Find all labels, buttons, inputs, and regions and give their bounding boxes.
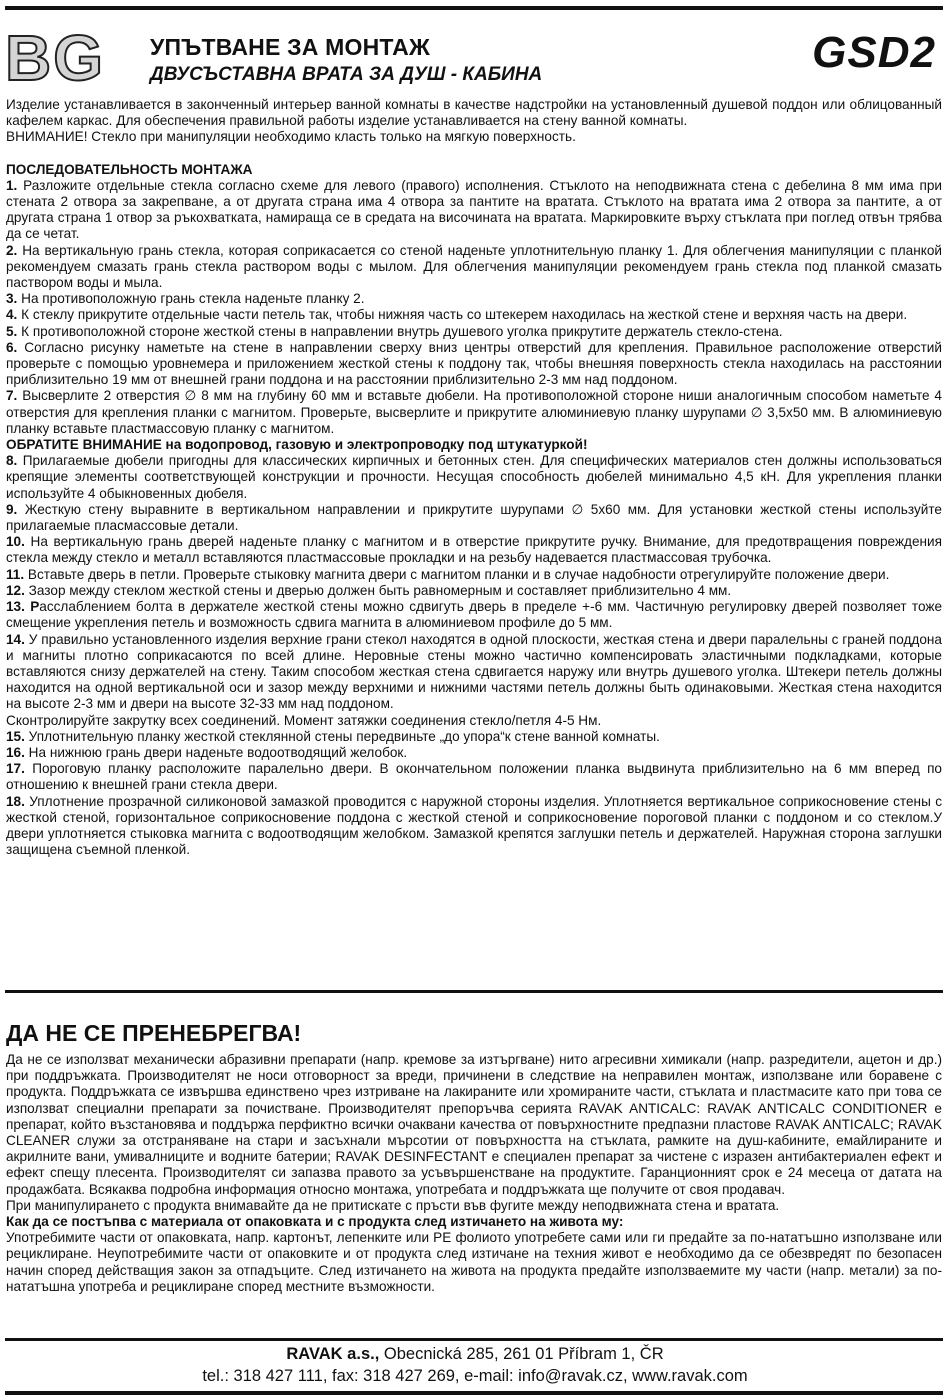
step-text: К стеклу прикрутите отдельные части петель так, чтобы нижняя часть со штекерем находилась на жесткой стене и верхняя часть на двери. [17, 307, 908, 323]
footer-company-line [0, 1345, 950, 1364]
step-number: 17. [6, 761, 25, 777]
step-text: Уплотнительную планку жесткой стеклянной стены передвиньте „до упора“к стене ванной комнаты. [24, 728, 660, 744]
step-text: Прилагаемые дюбели пригодны для классических кирпичных и бетонных стен. Для специфических материалов стен должны использоваться крепящие элементы соответствующей конструкции и прочности. Несущая способность дюбелей минимально 4,5 кН. Для укрепления планки используйте 4 обыкновенных дюбеля. [6, 453, 942, 501]
page-title: УПЪТВАНЕ ЗА МОНТАЖ [150, 34, 430, 60]
step-number: 12. [6, 582, 25, 598]
step-item [6, 243, 942, 292]
step-number: 2. [6, 242, 18, 258]
step-number: 11. [6, 566, 25, 582]
footer-contacts: tel.: 318 427 111, fax: 318 427 269, e-mail: info@ravak.cz, www.ravak.com [202, 1367, 748, 1385]
step-text: На вертикальную грань стекла, которая соприкасается со стеной наденьте уплотнительную планку 1. Для облегчения манипуляции с планкой рекомендуем смазать грань стекла раствором воды с мылом. Для облегчения манипуляции рекомендуем грань стекла под планкой смазать паствором воды и мыла. [6, 242, 942, 291]
step-number: 3. [6, 291, 18, 307]
step-item [6, 567, 942, 583]
notice-heading: ДА НЕ СЕ ПРЕНЕБРЕГВА! [6, 1020, 302, 1046]
step-text: Пороговую планку расположите паралельно двери. В окончательном положении планка выдвинута приблизительно на 6 мм вперед по отношению к внешней грани стекла двери. [6, 761, 942, 793]
step-item [6, 794, 942, 859]
notice-paragraph: Да не се използват механически абразивни препарати (напр. кремове за изтъргване) нито агресивни химикали (напр. разредители, ацетон и др.) при поддръжката. Производителят не носи отговорност за вреди, причинени в следствие на неправилен монтаж, използване или боравене с продукта. Поддръжката се извършва единствено чрез изтриване на лакираните или хромираните части, стъклата и пластмасите като при това се използват специални препарати за почистване. Производителят препоръчва серията RAVAK ANTICALC: RAVAK ANTICALC CONDITIONER е препарат, който възстановява и поддържа перфиктно всички очаквани качества от повърхностните предпазни пластове RAVAK ANTICALC; RAVAK CLEANER служи за отстраняване на стари и засъхнали мърсотии от повърхността на стъклата, рамките на душ-кабините, емайлираните и акрилните вани, умивалниците и водните батерии; RAVAK DESINFECTANT е специален препарат за чистене с изразен антибактериален ефект и ефект спещу плесента. Производителят си запазва правото за усъвършенстване на продуктите. Гаранционният срок е 24 месеца от датата на продажбата. Всякаква подробна информация относно монтажа, употребата и поддръжката ще получите от своя продавач. [6, 1052, 942, 1197]
notice-paragraph-3: Употребимите части от опаковката, напр. картонът, лепенките или PE фолиото употребете сами или ги предайте за по-нататъшно използване или рециклиране. Неупотребимите части от опаковките и от продукта след изтичане на техния живот е необходимо да се обезвредят по безопасен начин според действащия закон за отпадъците. След изтичането на живота на продукта предайте използваемите му части (напр. метали) за по-нататъшна употреба и рециклиране според местните възможности. [6, 1230, 942, 1294]
step-text: ОБРАТИТЕ ВНИМАНИЕ на водопровод, газовую и электропроводку под штукатуркой! [6, 437, 588, 453]
step-text: На вертикальную грань дверей наденьте планку с магнитом и в отверстие прикрутите ручку. Внимание, для предотвращения повреждения стекла между стекло и металл вставляются пластмассовые прокладки и на резьбу надевается пластмассовая трубочка. [6, 534, 942, 566]
step-item [6, 437, 942, 453]
footer-address: Obecnická 285, 261 01 Příbram 1, ČR [379, 1345, 664, 1363]
step-text: К противоположной стороне жесткой стены в направлении внутрь душевого уголка прикрутите держатель стекло-стена. [17, 323, 783, 339]
step-number: 8. [6, 453, 18, 469]
step-number: 7. [6, 388, 18, 404]
step-item [6, 534, 942, 566]
step-item [6, 340, 942, 389]
step-number: 14. [6, 631, 25, 647]
top-rule [5, 6, 943, 10]
step-item [6, 291, 942, 307]
step-item [6, 745, 942, 761]
step-item [6, 453, 942, 502]
step-item [6, 388, 942, 437]
steps-list [6, 178, 942, 859]
step-item [6, 761, 942, 793]
page-subtitle: ДВУСЪСТАВНА ВРАТА ЗА ДУШ - КАБИНА [150, 64, 543, 85]
step-item [6, 632, 942, 713]
instructions-text [6, 97, 942, 858]
language-code: BG [5, 30, 105, 86]
step-text: асслаблением болта в держателе жесткой стены можно сдвигуть дверь в пределе +-6 мм. Частичную регулировку дверей позволяет тоже смещение укрепления петель и возможность сдвига магнита в алюминиевом профиле до 5 мм. [6, 599, 943, 631]
step-item [6, 502, 942, 534]
notice-paragraph-2: При манипулирането с продукта внимавайте да не притискате с пръсти във фугите между неподвижната стена и вратата. [6, 1197, 780, 1213]
model-code: GSD2 [812, 28, 936, 77]
step-text: Уплотнение прозрачной силиконовой замазкой проводится с наружной стороны изделия. Уплотняется вертикальное соприкосновение стены с жесткой стеной, горизонтальное соприкосновение поддона с жесткой стеной и соприкосновение пороговой планки с поддоном и со стеклом.У двери уплотняется стыковка магнита с водоотводящим желобком. Замазкой крепятся заглушки петель и держателей. Наружная сторона заглушки защищена съемной пленкой. [6, 793, 942, 858]
step-item [6, 178, 942, 243]
footer-rule [5, 1338, 943, 1341]
step-number: 9. [6, 501, 18, 517]
sequence-heading: ПОСЛЕДОВАТЕЛЬНОСТЬ МОНТАЖА [6, 161, 253, 177]
step-text: Разложите отдельные стекла согласно схеме для левого (правого) исполнения. Стъклото на неподвижната стена с дебелина 8 мм има при стената 2 отвора за закрепване, а от другата страна има 4 отвора за пантите на вратата. Стъклото на вратата има 2 отвора за пантите, а от другата страна 1 отвор за ръкохватката, намираща се в средата на височината на вратата. Маркировките върху стъклата при поглед отвън трябва да се четат. [6, 177, 942, 242]
step-number: 1. [6, 177, 18, 193]
step-number: 15. [6, 728, 25, 744]
notice-text [6, 1052, 942, 1295]
step-item [6, 713, 942, 729]
footer-company: RAVAK a.s., [286, 1345, 380, 1363]
step-text: Зазор между стеклом жесткой стены и дверью должен быть равномерным и составляет приблизительно 4 мм. [24, 582, 732, 598]
step-item [6, 307, 942, 323]
intro-warning: ВНИМАНИЕ! Стекло при манипуляции необходимо класть только на мягкую поверхность. [6, 129, 576, 145]
step-number: 16. [6, 744, 25, 760]
step-number: 18. [6, 793, 25, 809]
step-text: Жесткую стену выравните в вертикальном направлении и прикрутите шурупами ∅ 5x60 мм. Для установки жесткой стены используйте прилагаемые пласмассовые детали. [6, 501, 942, 534]
step-text: Сконтролируйте закрутку всех соединений. Момент затяжки соединения стекло/петля 4-5 Нм. [6, 712, 602, 728]
step-text: На нижнюю грань двери наденьте водоотводящий желобок. [24, 744, 408, 760]
step-item [6, 583, 942, 599]
step-text: На противоположную грань стекла наденьте планку 2. [17, 291, 365, 307]
step-number: 6. [6, 339, 18, 355]
middle-rule [5, 990, 943, 993]
step-text: Согласно рисунку наметьте на стене в направлении сверху вниз центры отверстий для крепления. Правильное расположение отверстий проверьте с помощью уровнемера и приложением жесткой стены к поддону так, чтобы внешняя поверхность стекла находилась на расстоянии приблизительно 19 мм от внешней грани поддона и на расстоянии приблизительно 2-3 мм над поддоном. [6, 339, 942, 388]
step-text: Высверлите 2 отверстия ∅ 8 мм на глубину 60 мм и вставьте дюбели. На противоположной стороне ниши аналогичным способом наметьте 4 отверстия для крепления планки с магнитом. Проверьте, высверлите и прикрутите алюминиевую планку шурупами ∅ 3,5x50 мм. В алюминиевую планку вставьте пластмассовую планку с магнитом. [6, 388, 942, 436]
step-number: 10. [6, 534, 25, 550]
bottom-rule [5, 1391, 943, 1395]
step-number: 4. [6, 307, 18, 323]
step-item [6, 599, 942, 631]
step-item [6, 729, 942, 745]
step-text: У правильно установленного изделия верхние грани стекол находятся в одной плоскости, жесткая стена и двери паралельны с граней поддона и магниты плотно соприкасаются по всей длине. Неровные стены можно частично компенсировать эластичными подкладками, которые вставляются снизу держателей на стену. Таким способом жесткая стена сдвигается наружу или внутрь душевого уголка. Штекери петель должны находится на одной вертикальной оси и зазор между верхними и нижними частями петель должны быть одинаковыми. Жесткая стена находится на высоте 2-3 мм и двери на высоте 32-33 мм над поддоном. [6, 631, 942, 712]
step-item [6, 324, 942, 340]
language-code-logo [5, 30, 105, 86]
step-text: Вставьте дверь в петли. Проверьте стыковку магнита двери с магнитом планки и в случае надобности отрегулируйте положение двери. [24, 566, 890, 582]
step-number: 13. Р [6, 599, 40, 615]
notice-subheading: Как да се постъпва с материала от опаковката и с продукта след изтичането на живота му: [6, 1214, 624, 1230]
intro-paragraph: Изделие устанавливается в законченный интерьер ванной комнаты в качестве надстройки на установленный душевой поддон или облицованный кафелем каркас. Для обеспечения правильной работы изделие устанавливается на стену ванной комнаты. [6, 97, 942, 129]
step-number: 5. [6, 323, 18, 339]
